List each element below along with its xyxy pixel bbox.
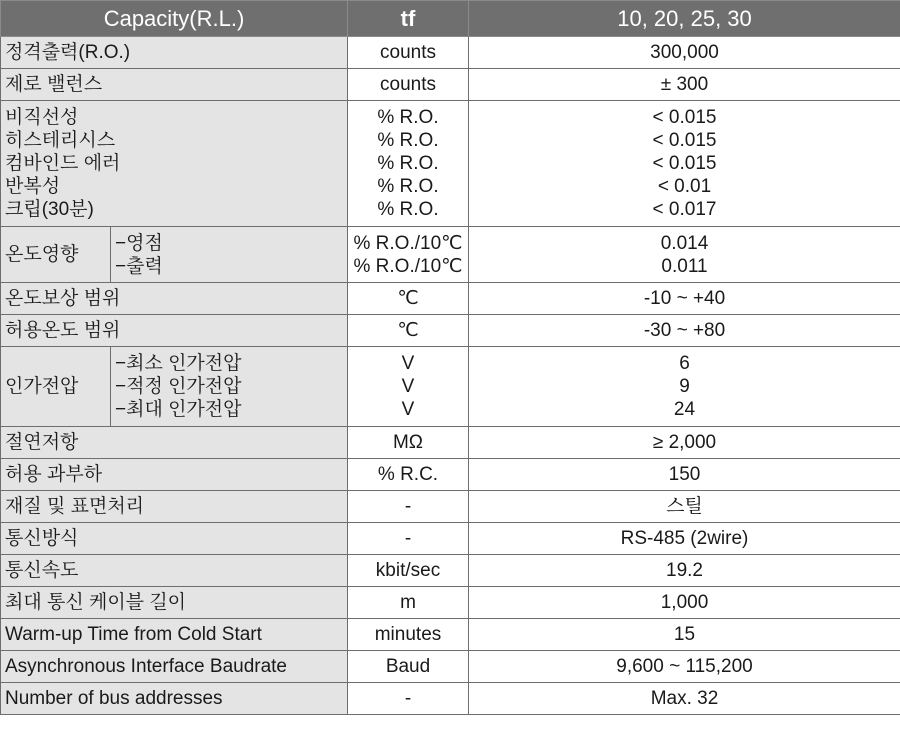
row-label: 재질 및 표면처리	[1, 491, 348, 523]
row-unit: % R.O.	[377, 153, 439, 174]
row-label: 최대 통신 케이블 길이	[1, 587, 348, 619]
table-row	[1, 555, 900, 587]
row-label: Warm-up Time from Cold Start	[1, 619, 348, 651]
table-row	[1, 69, 900, 101]
row-label: 정격출력(R.O.)	[1, 37, 348, 69]
row-label: 인가전압	[1, 347, 111, 427]
row-label: 절연저항	[1, 427, 348, 459]
table-row-group	[1, 347, 900, 427]
table-row	[1, 459, 900, 491]
row-value: -30 ~ +80	[469, 315, 900, 347]
row-label: 허용 과부하	[1, 459, 348, 491]
row-value: 스틸	[469, 491, 900, 523]
row-value: 150	[469, 459, 900, 491]
row-unit: kbit/sec	[348, 555, 469, 587]
row-value: 300,000	[469, 37, 900, 69]
row-label: 허용온도 범위	[1, 315, 348, 347]
row-value: 6	[679, 353, 690, 374]
row-label: Number of bus addresses	[1, 683, 348, 715]
row-unit: MΩ	[348, 427, 469, 459]
header-unit: tf	[348, 1, 469, 37]
header-values: 10, 20, 25, 30	[469, 1, 900, 37]
table-row	[1, 37, 900, 69]
row-values	[469, 101, 900, 227]
row-value: Max. 32	[469, 683, 900, 715]
table-row-group	[1, 227, 900, 283]
row-label: 온도영향	[1, 227, 111, 283]
row-units	[348, 347, 469, 427]
row-label: 제로 밸런스	[1, 69, 348, 101]
row-value: 19.2	[469, 555, 900, 587]
row-label: 비직선성	[5, 107, 79, 128]
row-value: ± 300	[469, 69, 900, 101]
row-values	[469, 347, 900, 427]
row-sublabel: −적정 인가전압	[115, 376, 242, 397]
row-sublabel: −출력	[115, 255, 163, 277]
row-values	[469, 227, 900, 283]
row-unit: V	[401, 376, 415, 397]
row-unit: ℃	[348, 315, 469, 347]
row-value: < 0.017	[652, 199, 717, 220]
row-unit: counts	[348, 37, 469, 69]
table-row	[1, 651, 900, 683]
row-unit: % R.O./10℃	[353, 255, 463, 277]
row-unit: minutes	[348, 619, 469, 651]
row-unit: V	[401, 353, 415, 374]
table-row	[1, 427, 900, 459]
row-label: 온도보상 범위	[1, 283, 348, 315]
row-unit: V	[401, 399, 415, 420]
row-label: 통신방식	[1, 523, 348, 555]
table-row	[1, 315, 900, 347]
row-value: 9	[679, 376, 690, 397]
row-label: 통신속도	[1, 555, 348, 587]
row-label: Asynchronous Interface Baudrate	[1, 651, 348, 683]
table-row	[1, 523, 900, 555]
row-unit: % R.O.	[377, 130, 439, 151]
row-unit: % R.O.	[377, 199, 439, 220]
row-sublabel: −최소 인가전압	[115, 353, 242, 374]
row-value: 0.014	[660, 232, 709, 254]
row-label: 크립(30분)	[5, 199, 94, 220]
row-sublabels	[111, 227, 348, 283]
row-value: 9,600 ~ 115,200	[469, 651, 900, 683]
table-row	[1, 491, 900, 523]
row-sublabel: −영점	[115, 232, 163, 254]
row-label: 히스테리시스	[5, 130, 116, 151]
row-unit: Baud	[348, 651, 469, 683]
row-unit: % R.C.	[348, 459, 469, 491]
row-sublabel: −최대 인가전압	[115, 399, 242, 420]
row-unit: counts	[348, 69, 469, 101]
row-labels	[1, 101, 348, 227]
row-value: < 0.015	[652, 153, 717, 174]
header-capacity: Capacity(R.L.)	[1, 1, 348, 37]
header-row	[1, 1, 900, 37]
row-unit: -	[348, 683, 469, 715]
row-unit: -	[348, 523, 469, 555]
row-value: < 0.015	[652, 107, 717, 128]
row-units	[348, 101, 469, 227]
row-value: RS-485 (2wire)	[469, 523, 900, 555]
table-row	[1, 587, 900, 619]
table-row	[1, 619, 900, 651]
row-value: < 0.015	[652, 130, 717, 151]
row-value: 24	[673, 399, 696, 420]
row-value: 15	[469, 619, 900, 651]
row-value: 1,000	[469, 587, 900, 619]
row-label: 반복성	[5, 176, 61, 197]
row-units	[348, 227, 469, 283]
row-label: 컴바인드 에러	[5, 153, 121, 174]
row-value: 0.011	[661, 255, 708, 277]
table-row	[1, 283, 900, 315]
row-unit: % R.O.	[377, 107, 439, 128]
row-unit: % R.O.	[377, 176, 439, 197]
row-value: < 0.01	[657, 176, 712, 197]
row-value: ≥ 2,000	[469, 427, 900, 459]
table-row-group	[1, 101, 900, 227]
row-value: -10 ~ +40	[469, 283, 900, 315]
table-row	[1, 683, 900, 715]
row-unit: ℃	[348, 283, 469, 315]
row-unit: -	[348, 491, 469, 523]
row-unit: % R.O./10℃	[353, 232, 463, 254]
row-unit: m	[348, 587, 469, 619]
row-sublabels	[111, 347, 348, 427]
